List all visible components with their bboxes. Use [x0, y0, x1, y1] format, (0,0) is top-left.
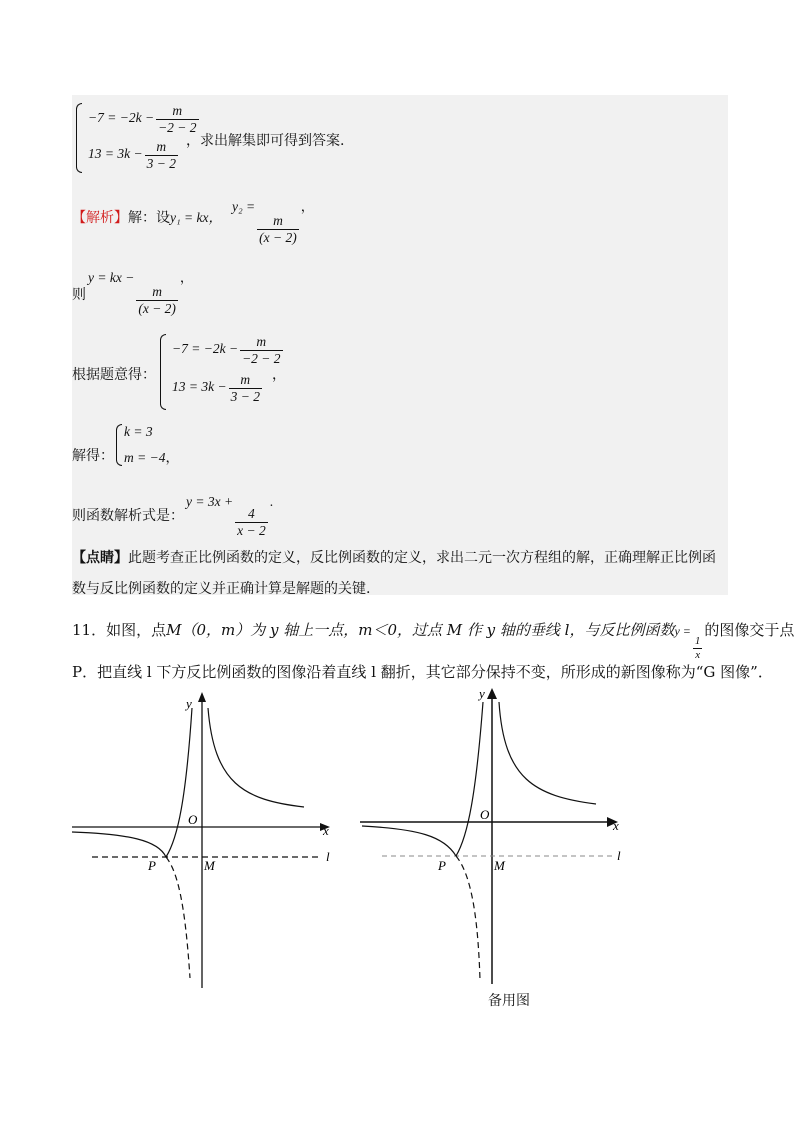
hint-text: ，求出解集即可得到答案. — [186, 133, 345, 149]
question-line-2: P．把直线 l 下方反比例函数的图像沿着直线 l 翻折，其它部分保持不变，所形成的新图像称为“G 图像”． — [72, 663, 773, 681]
jiexi-tag: 【解析】 — [72, 210, 128, 226]
label-P: P — [148, 858, 156, 873]
final-function: y = 3x + $\frac{4}{x - 2}$ . — [186, 494, 274, 538]
sys1-line-b: 13 = 3k − — [88, 146, 143, 162]
label-x: x — [323, 823, 329, 838]
graph-main — [68, 688, 340, 1008]
label-x: x — [613, 818, 619, 833]
hyperbola-q3-upper — [362, 826, 456, 856]
label-M: M — [494, 858, 505, 873]
label-l: l — [617, 848, 621, 863]
hyperbola-q3-upper — [72, 832, 166, 857]
label-O: O — [480, 807, 490, 822]
spare-graph-caption: 备用图 — [488, 993, 530, 1009]
hyperbola-q1 — [499, 702, 596, 804]
label-P: P — [438, 858, 446, 873]
graph-spare — [356, 684, 632, 984]
final-label: 则函数解析式是： — [72, 508, 184, 524]
question-line-1: 11．如图，点M（0，m）为 y 轴上一点，m＜0，过点 M 作 y 轴的垂线 l，与反比例函数y = $\frac{1}{x}$ 的图像交于点 — [72, 621, 795, 661]
hyperbola-q3-lower — [456, 856, 480, 980]
label-y: y — [186, 696, 192, 711]
hyperbola-q3-lower — [166, 857, 190, 978]
sys1-line-a: −7 = −2k − — [88, 110, 155, 126]
y-expression: y = kx − $\frac{m}{(x - 2)}$ ， — [88, 270, 194, 316]
hyperbola-reflected — [456, 702, 483, 856]
dianjing-tag: 【点睛】 — [72, 550, 128, 566]
genju-label: 根据题意得： — [72, 367, 156, 383]
label-O: O — [188, 812, 198, 827]
hyperbola-reflected — [166, 708, 192, 857]
dianjing-line-1: 【点睛】此题考查正比例函数的定义，反比例函数的定义，求出二元一次方程组的解，正确理解正比例函 — [72, 550, 716, 566]
jiede-label: 解得： — [72, 448, 114, 464]
label-y: y — [479, 686, 485, 701]
label-M: M — [204, 858, 215, 873]
dianjing-line-2: 数与反比例函数的定义并正确计算是解题的关键. — [72, 581, 371, 597]
jiexi-line: 【解析】解：设y₁ = kx， — [72, 210, 223, 226]
hyperbola-q1 — [208, 708, 304, 807]
label-l: l — [326, 849, 330, 864]
ze-label: 则 — [72, 287, 86, 303]
y2-definition: y₂ = $\frac{m}{(x - 2)}$ ， — [232, 199, 315, 245]
